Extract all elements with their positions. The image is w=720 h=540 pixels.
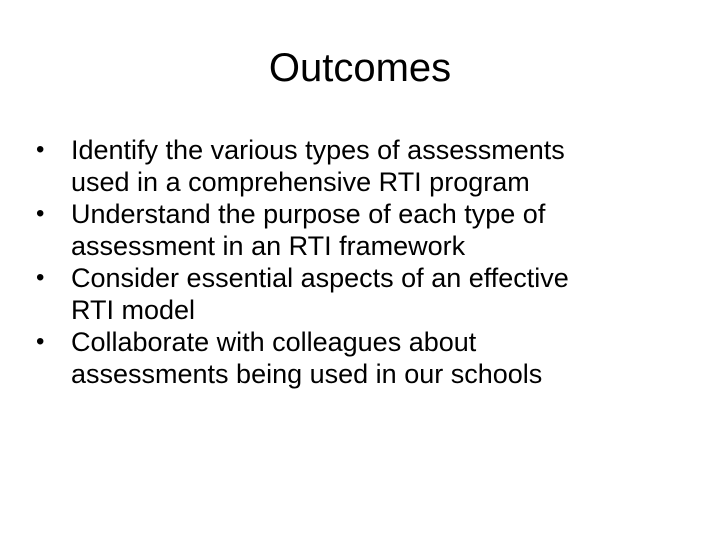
slide-title: Outcomes (268, 46, 452, 90)
bullet-list (36, 134, 696, 390)
bullet-text-line: Collaborate with colleagues about (71, 327, 477, 357)
bullet-text-line: Identify the various types of assessments (71, 135, 565, 165)
bullet-text-line: RTI model (71, 295, 196, 325)
bullet-text-line: assessments being used in our schools (71, 359, 543, 389)
bullet-item (36, 198, 696, 262)
bullet-glyph: • (36, 264, 45, 291)
bullet-text-line: assessment in an RTI framework (71, 231, 466, 261)
bullet-text-line: used in a comprehensive RTI program (71, 167, 530, 197)
bullet-text-line: Understand the purpose of each type of (71, 199, 546, 229)
bullet-item (36, 134, 696, 198)
bullet-text-line: Consider essential aspects of an effective (71, 263, 569, 293)
bullet-item (36, 326, 696, 390)
bullet-glyph: • (36, 200, 45, 227)
bullet-glyph: • (36, 328, 45, 355)
bullet-item (36, 262, 696, 326)
bullet-glyph: • (36, 136, 45, 163)
